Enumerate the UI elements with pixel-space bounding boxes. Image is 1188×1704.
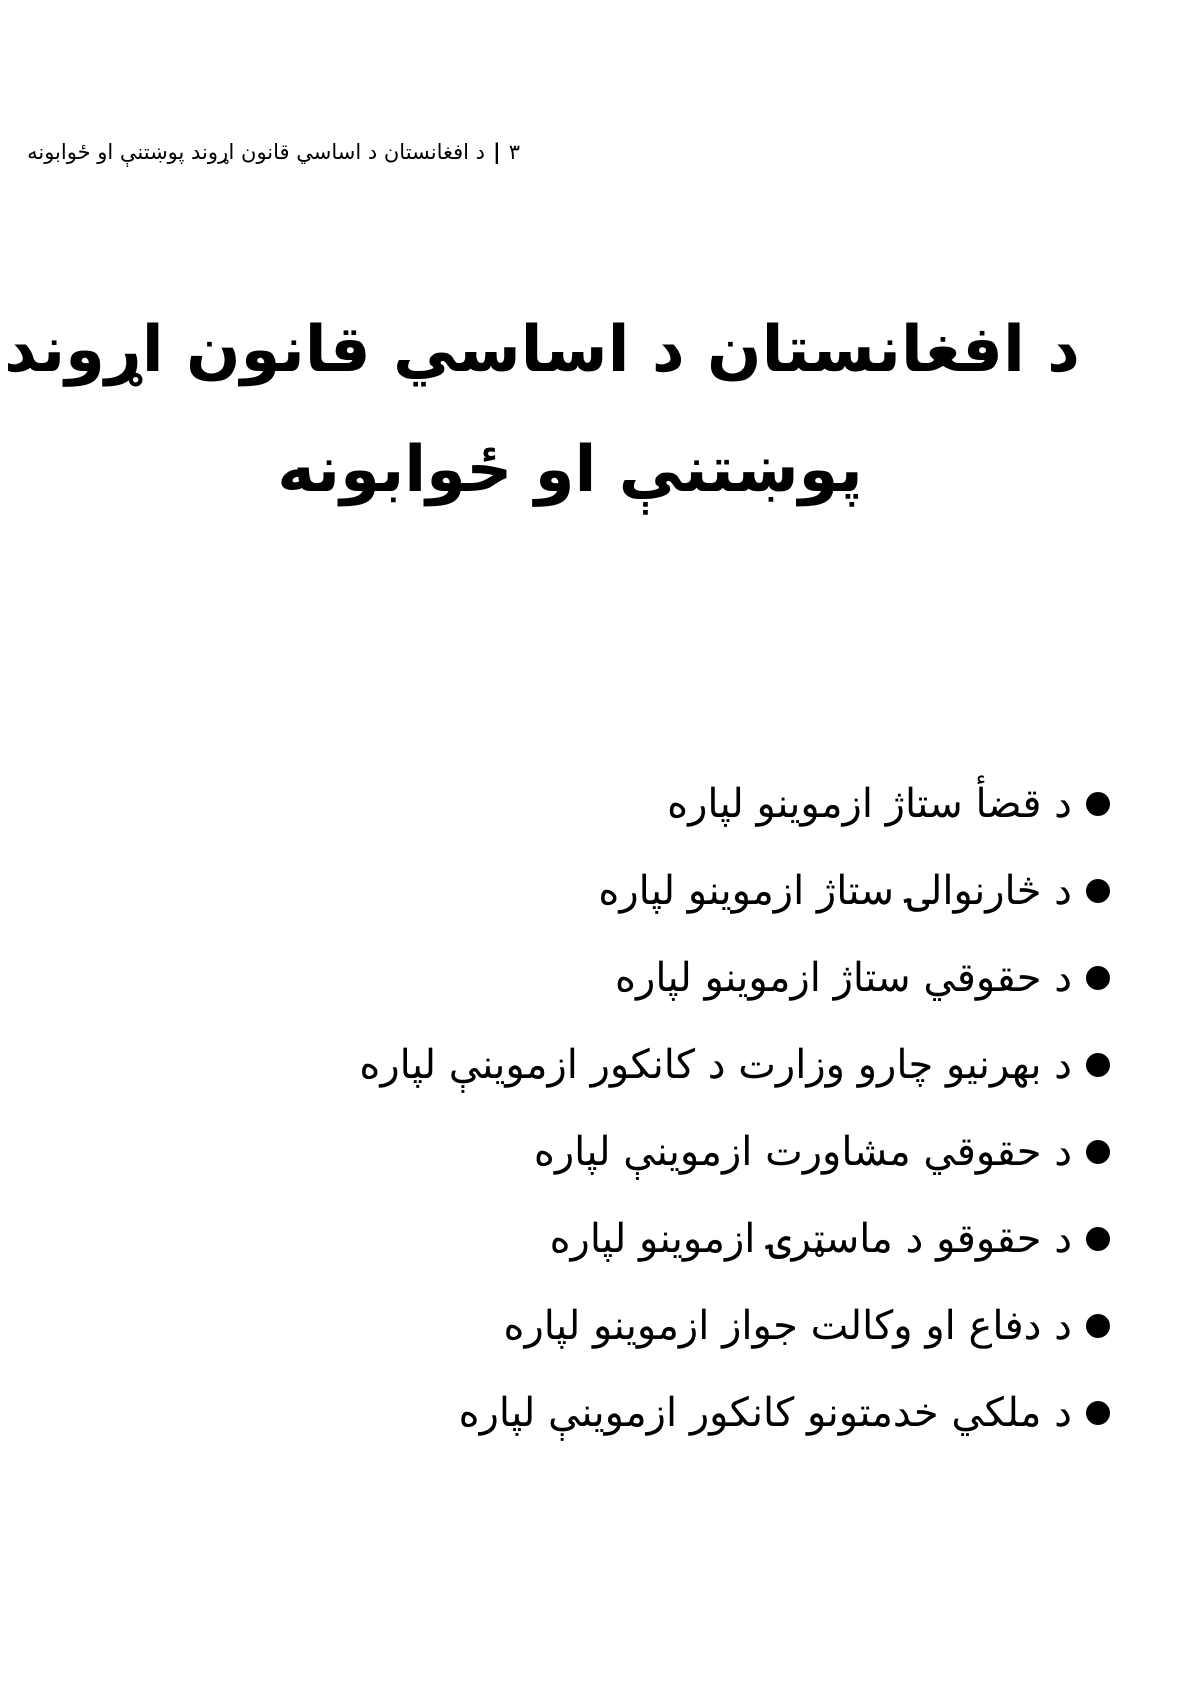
page-number: ٣	[508, 140, 520, 164]
list-item	[110, 1369, 1110, 1456]
document-title	[4, 290, 1080, 530]
bullet-icon	[1086, 1401, 1110, 1425]
purpose-list	[110, 760, 1110, 1456]
list-item-text: د حقوقو د ماسټرۍ ازموینو لپاره	[549, 1215, 1072, 1262]
bullet-icon	[1086, 792, 1110, 816]
list-item-text: د ملکي خدمتونو کانکور ازموینې لپاره	[458, 1389, 1072, 1436]
running-header	[0, 136, 520, 168]
list-item	[110, 760, 1110, 847]
bullet-icon	[1086, 879, 1110, 903]
bullet-icon	[1086, 1314, 1110, 1338]
title-line-1: د افغانستان د اساسي قانون اړوند	[4, 313, 1080, 387]
bullet-icon	[1086, 1140, 1110, 1164]
list-item-text: د قضأ ستاژ ازموینو لپاره	[667, 780, 1072, 827]
list-item	[110, 934, 1110, 1021]
title-line-2: پوښتنې او ځوابونه	[277, 433, 863, 507]
list-item	[110, 1282, 1110, 1369]
list-item	[110, 847, 1110, 934]
list-item-text: د حقوقي مشاورت ازموینې لپاره	[533, 1128, 1072, 1175]
list-item-text: د څارنوالۍ ستاژ ازموینو لپاره	[598, 867, 1072, 914]
bullet-icon	[1086, 1227, 1110, 1251]
running-title: د افغانستان د اساسي قانون اړوند پوښتنې او ځوابونه	[27, 140, 486, 164]
list-item	[110, 1108, 1110, 1195]
header-separator: |	[493, 140, 501, 164]
list-item-text: د حقوقي ستاژ ازموینو لپاره	[615, 954, 1072, 1001]
list-item	[110, 1195, 1110, 1282]
list-item	[110, 1021, 1110, 1108]
list-item-text: د بهرنیو چارو وزارت د کانکور ازموینې لپاره	[359, 1041, 1072, 1088]
bullet-icon	[1086, 966, 1110, 990]
list-item-text: د دفاع او وکالت جواز ازموینو لپاره	[503, 1302, 1072, 1349]
bullet-icon	[1086, 1053, 1110, 1077]
